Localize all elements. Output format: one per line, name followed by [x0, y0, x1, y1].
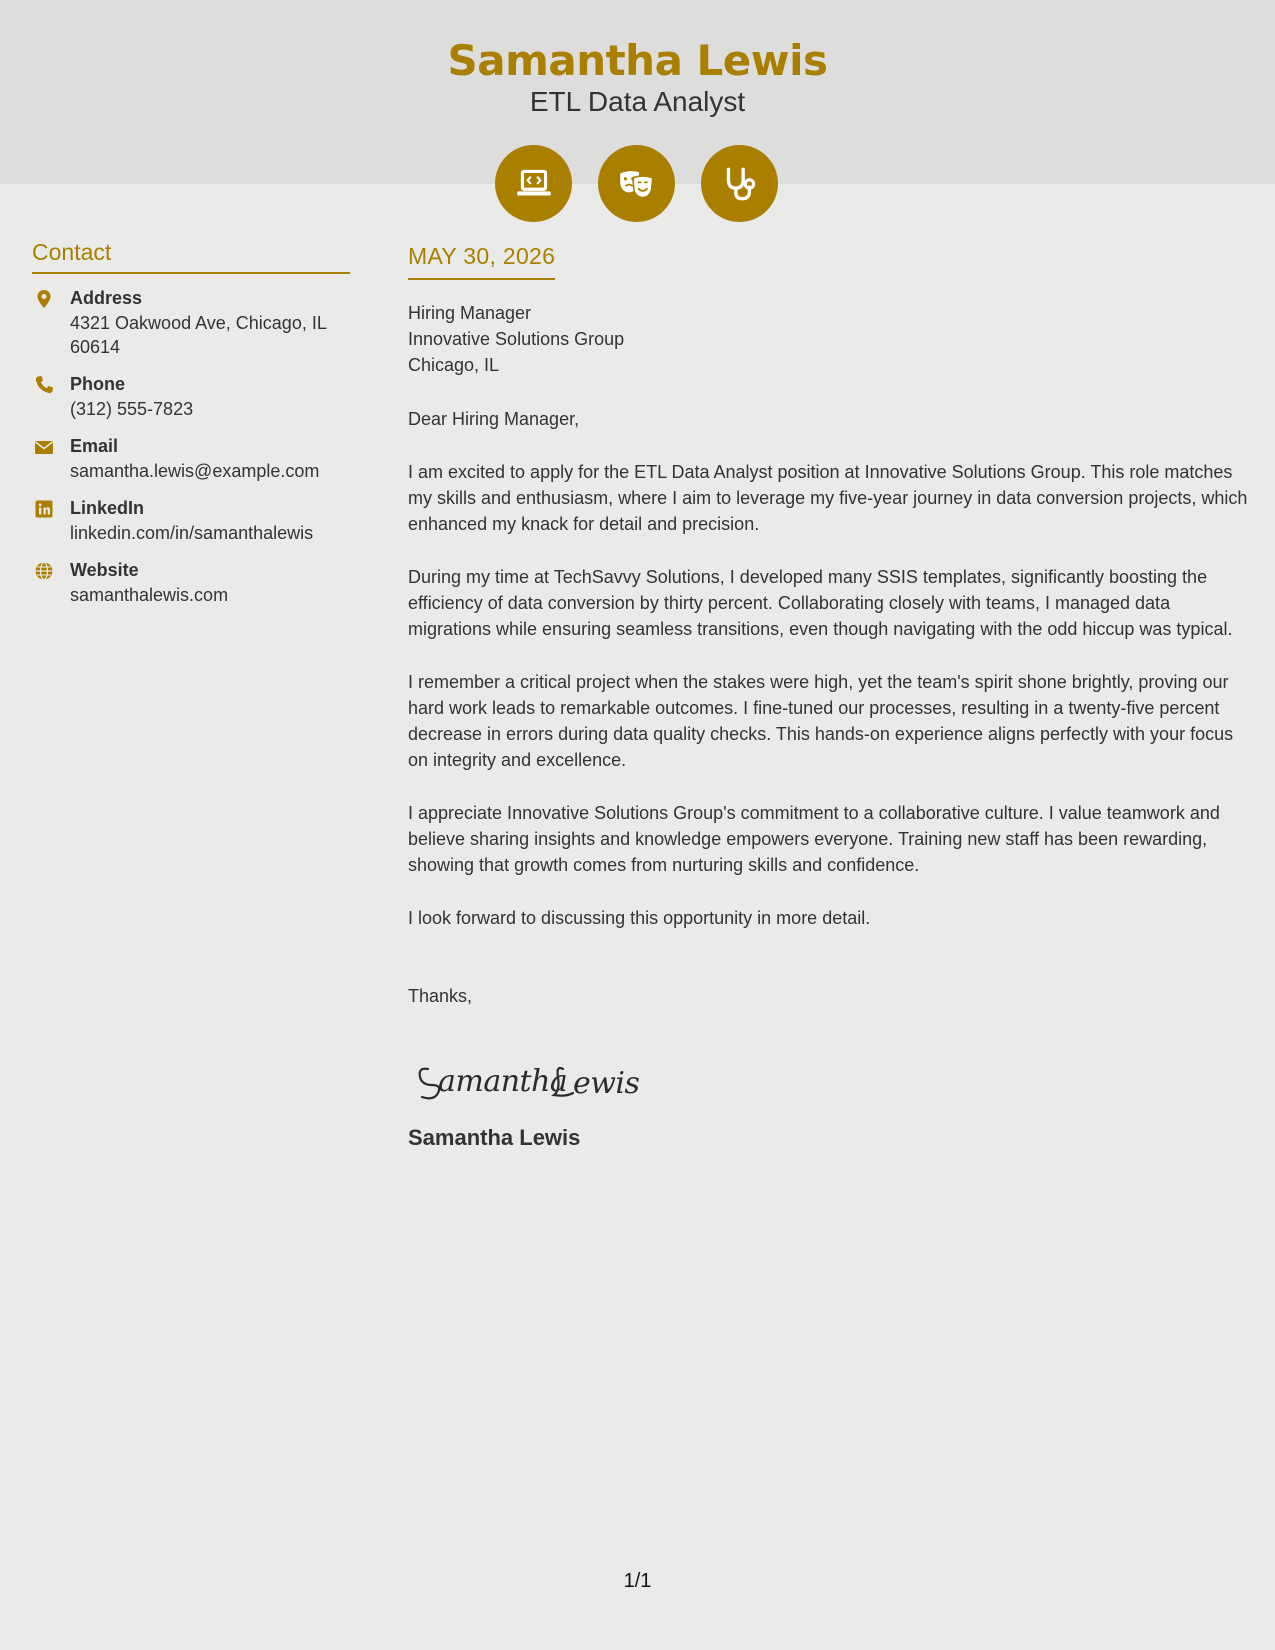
location-pin-icon	[32, 286, 70, 359]
recipient-company: Innovative Solutions Group	[408, 329, 625, 349]
envelope-icon	[32, 434, 70, 483]
contact-heading: Contact	[32, 236, 350, 274]
phone-value: (312) 555-7823	[70, 399, 194, 419]
contact-sidebar	[32, 236, 350, 620]
page-number: 1/1	[623, 1570, 652, 1592]
contact-list	[32, 286, 350, 607]
contact-linkedin	[32, 496, 350, 545]
interest-icons	[495, 145, 778, 222]
contact-phone	[32, 372, 350, 421]
recipient-title: Hiring Manager	[408, 303, 532, 323]
contact-website	[32, 558, 350, 607]
stethoscope-icon	[701, 145, 778, 222]
job-title: ETL Data Analyst	[529, 86, 746, 117]
address-value: 4321 Oakwood Ave, Chicago, IL 60614	[70, 313, 327, 357]
signer-name: Samantha Lewis	[408, 1125, 581, 1150]
linkedin-value[interactable]: linkedin.com/in/samanthalewis	[70, 523, 314, 543]
closing: Thanks,	[408, 986, 473, 1006]
website-value[interactable]: samanthalewis.com	[70, 585, 229, 605]
paragraph-5: I look forward to discussing this opportunity in more detail.	[408, 908, 871, 928]
address-label: Address	[70, 288, 143, 308]
linkedin-label: LinkedIn	[70, 498, 145, 518]
phone-icon	[32, 372, 70, 421]
contact-email	[32, 434, 350, 483]
svg-text:amantha: amantha	[438, 1064, 568, 1099]
contact-address	[32, 286, 350, 359]
applicant-name: Samantha Lewis	[447, 36, 828, 85]
theater-masks-icon	[598, 145, 675, 222]
paragraph-2: During my time at TechSavvy Solutions, I developed many SSIS templates, significantly boosting the efficiency of data conversion by thirty percent. Collaborating closely with teams, I managed data migrations while ensuring seamless transitions, even though navigating with the odd hiccup was typical.	[408, 567, 1233, 639]
email-value[interactable]: samantha.lewis@example.com	[70, 461, 320, 481]
paragraph-3: I remember a critical project when the stakes were high, yet the team's spirit shone brightly, proving our hard work leads to remarkable outcomes. I fine-tuned our processes, resulting in a twenty-five percent decrease in errors during data quality checks. This hands-on experience aligns perfectly with your focus on integrity and excellence.	[408, 672, 1234, 770]
linkedin-icon	[32, 496, 70, 545]
recipient-location: Chicago, IL	[408, 355, 500, 375]
email-label: Email	[70, 436, 119, 456]
recipient-block	[408, 300, 1248, 378]
phone-label: Phone	[70, 374, 126, 394]
paragraph-1: I am excited to apply for the ETL Data Analyst position at Innovative Solutions Group. This role matches my skills and enthusiasm, where I aim to leverage my five-year journey in data conversion projects, which enhanced my knack for detail and precision.	[408, 462, 1248, 534]
website-label: Website	[70, 560, 139, 580]
salutation: Dear Hiring Manager,	[408, 409, 580, 429]
laptop-code-icon	[495, 145, 572, 222]
handwritten-signature	[408, 1047, 1248, 1107]
letter-date: MAY 30, 2026	[408, 240, 555, 280]
paragraph-4: I appreciate Innovative Solutions Group's commitment to a collaborative culture. I value teamwork and believe sharing insights and knowledge empowers everyone. Training new staff has been rewarding, showing that growth comes from nurturing skills and confidence.	[408, 803, 1220, 875]
globe-icon	[32, 558, 70, 607]
svg-text:ewis: ewis	[573, 1066, 640, 1101]
letter-body	[408, 240, 1248, 1153]
